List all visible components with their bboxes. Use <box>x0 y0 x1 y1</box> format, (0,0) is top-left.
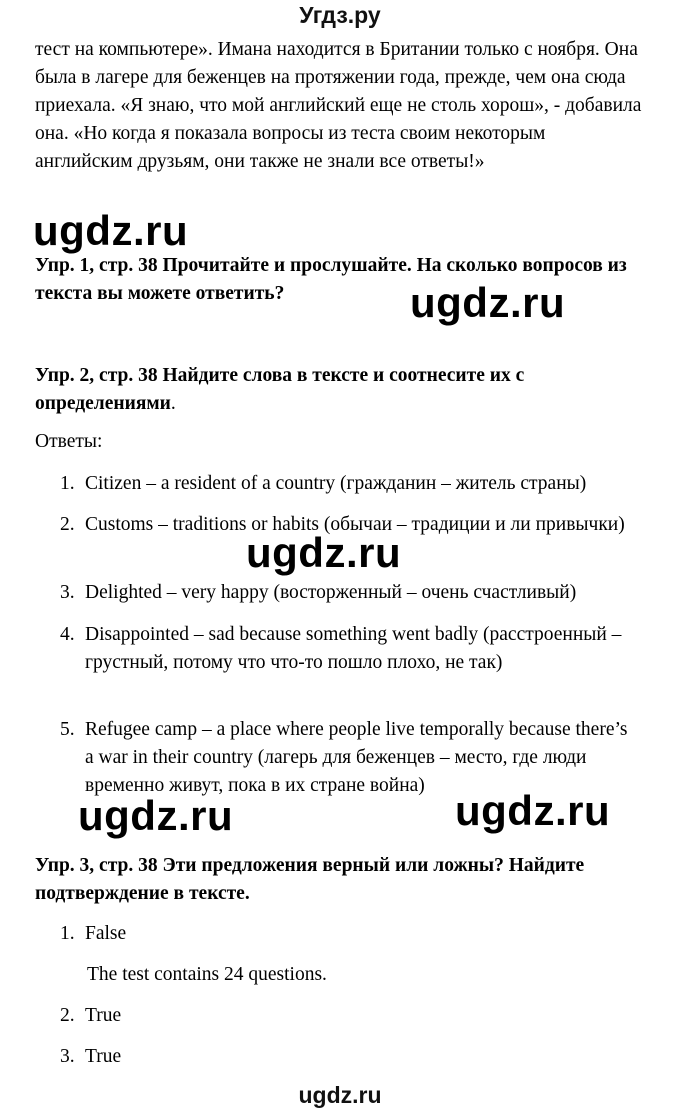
exercise-1-heading: Упр. 1, стр. 38 Прочитайте и прослушайте. На сколько вопросов из текста вы можете ответить? <box>35 255 627 304</box>
list-item: 1. Citizen – a resident of a country (гражданин – житель страны) <box>60 473 587 494</box>
watermark: ugdz.ru <box>246 529 402 576</box>
list-item: 3. Delighted – very happy (восторженный – очень счастливый) <box>60 582 577 603</box>
exercise-2-heading: Упр. 2, стр. 38 Найдите слова в тексте и соотнесите их с определениями. <box>35 365 525 414</box>
intro-paragraph: тест на компьютере». Имана находится в Британии только с ноября. Она была в лагере для беженцев на протяжении года, прежде, чем она сюда приехала. «Я знаю, что мой английский еще не столь хорош», - добавила она. «Но когда я показала вопросы из теста своим некоторым английским друзьям, они также не знали все ответы!» <box>35 39 642 172</box>
list-item: 2. Customs – traditions or habits (обычаи – традиции и ли привычки) <box>60 514 625 535</box>
exercise-3-heading: Упр. 3, стр. 38 Эти предложения верный или ложны? Найдите подтверждение в тексте. <box>35 855 585 904</box>
watermark: ugdz.ru <box>33 207 189 254</box>
site-header: Угдз.ру <box>299 2 381 28</box>
list-item: 1. False <box>60 923 127 944</box>
list-item: 2. True <box>60 1005 122 1026</box>
list-item: 3. True <box>60 1046 122 1067</box>
watermark: ugdz.ru <box>410 279 566 326</box>
site-footer: ugdz.ru <box>298 1082 382 1108</box>
answer-note: The test contains 24 questions. <box>87 964 327 985</box>
list-item: 4. Disappointed – sad because something went badly (расстроенный – грустный, потому что что-то пошло плохо, не так) <box>60 624 622 673</box>
answers-label: Ответы: <box>35 431 103 452</box>
watermark: ugdz.ru <box>455 787 611 834</box>
watermark: ugdz.ru <box>78 792 234 839</box>
list-item: 5. Refugee camp – a place where people live temporally because there’s a war in their country (лагерь для беженцев – место, где люди временно живут, пока в их стране война) <box>60 719 628 796</box>
